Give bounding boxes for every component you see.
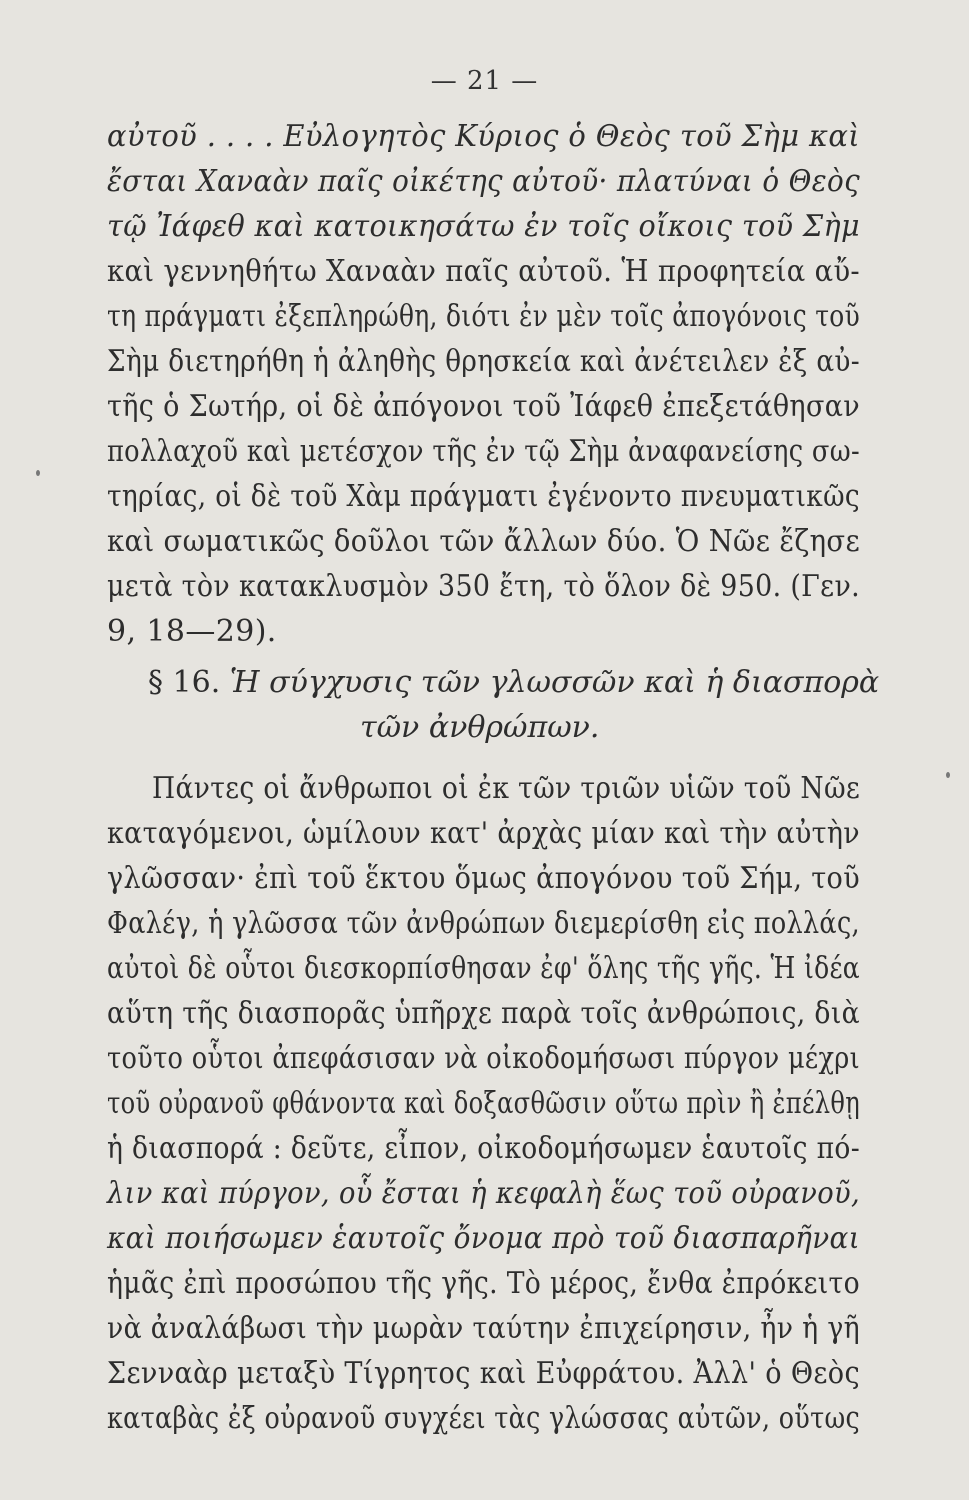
text-line: τοῦτο οὗτοι ἀπεφάσισαν νὰ οἰκοδομήσωσι πύργον μέχρι xyxy=(107,1041,861,1076)
text-line: τῆς ὁ Σωτήρ, οἱ δὲ ἀπόγονοι τοῦ Ἰάφεθ ἐπεξετάθησαν xyxy=(107,389,861,424)
text-line: ἡ διασπορά : δεῦτε, εἶπον, οἰκοδομήσωμεν ἑαυτοῖς πό- xyxy=(107,1131,861,1166)
text-line: μετὰ τὸν κατακλυσμὸν 350 ἔτη, τὸ ὅλον δὲ 950. (Γεν. xyxy=(107,569,861,604)
text-line: Σενναὰρ μεταξὺ Τίγρητος καὶ Εὐφράτου. Ἀλλ' ὁ Θεὸς xyxy=(107,1356,860,1391)
paper-speck xyxy=(36,470,40,476)
text-line: αὕτη τῆς διασπορᾶς ὑπῆρχε παρὰ τοῖς ἀνθρώποις, διὰ xyxy=(107,996,861,1031)
text-line: αὐτοῦ . . . . Εὐλογητὸς Κύριος ὁ Θεὸς τοῦ Σὴμ καὶ xyxy=(107,119,861,154)
text-line: νὰ ἀναλάβωσι τὴν μωρὰν ταύτην ἐπιχείρησιν, ἦν ἡ γῆ xyxy=(107,1311,860,1346)
text-line: Σὴμ διετηρήθη ἡ ἀληθὴς θρησκεία καὶ ἀνέτειλεν ἐξ αὐ- xyxy=(107,344,861,379)
text-line: λιν καὶ πύργον, οὗ ἔσται ἡ κεφαλὴ ἕως τοῦ οὐρανοῦ, xyxy=(107,1176,860,1211)
text-line: γλῶσσαν· ἐπὶ τοῦ ἕκτου ὅμως ἀπογόνου τοῦ Σήμ, τοῦ xyxy=(107,861,860,896)
section-title-line-2: τῶν ἀνθρώπων. xyxy=(360,710,600,745)
page-number: — 21 — xyxy=(430,66,539,96)
text-line: 9, 18—29). xyxy=(107,614,277,649)
text-line: καὶ γεννηθήτω Χαναὰν παῖς αὐτοῦ. Ἡ προφητεία αὔ- xyxy=(107,254,861,289)
text-line: καταβὰς ἐξ οὐρανοῦ συγχέει τὰς γλώσσας αὐτῶν, οὕτως xyxy=(107,1401,860,1436)
section-title-continuation xyxy=(360,709,599,747)
text-line: τῷ Ἰάφεθ καὶ κατοικησάτω ἐν τοῖς οἴκοις τοῦ Σὴμ xyxy=(107,209,860,244)
text-line: καὶ ποιήσωμεν ἑαυτοῖς ὄνομα πρὸ τοῦ διασπαρῆναι xyxy=(107,1221,861,1256)
text-line: τη πράγματι ἐξεπληρώθη, διότι ἐν μὲν τοῖς ἀπογόνοις τοῦ xyxy=(107,299,861,334)
section-title-line-1: Ἡ σύγχυσις τῶν γλωσσῶν καὶ ἡ διασπορὰ xyxy=(229,665,880,700)
section-number: § 16. xyxy=(148,665,221,700)
text-line-indented: Πάντες οἱ ἄνθρωποι οἱ ἐκ τῶν τριῶν υἱῶν τοῦ Νῶε xyxy=(152,771,861,806)
section-heading xyxy=(148,664,879,702)
text-line: καταγόμενοι, ὡμίλουν κατ' ἀρχὰς μίαν καὶ τὴν αὐτὴν xyxy=(107,816,860,851)
text-line: Φαλέγ, ἡ γλῶσσα τῶν ἀνθρώπων διεμερίσθη εἰς πολλάς, xyxy=(107,906,860,941)
text-line: ἔσται Χαναὰν παῖς οἰκέτης αὐτοῦ· πλατύναι ὁ Θεὸς xyxy=(107,164,861,199)
paper-speck xyxy=(946,772,950,778)
text-line: καὶ σωματικῶς δοῦλοι τῶν ἄλλων δύο. Ὁ Νῶε ἔζησε xyxy=(107,524,861,559)
text-line: ἡμᾶς ἐπὶ προσώπου τῆς γῆς. Τὸ μέρος, ἔνθα ἐπρόκειτο xyxy=(107,1266,860,1301)
text-line: πολλαχοῦ καὶ μετέσχον τῆς ἐν τῷ Σὴμ ἀναφανείσης σω- xyxy=(107,434,860,469)
text-line: τηρίας, οἱ δὲ τοῦ Χὰμ πράγματι ἐγένοντο πνευματικῶς xyxy=(107,479,860,514)
text-line: αὐτοὶ δὲ οὗτοι διεσκορπίσθησαν ἐφ' ὅλης τῆς γῆς. Ἡ ἰδέα xyxy=(107,951,860,986)
text-line: τοῦ οὐρανοῦ φθάνοντα καὶ δοξασθῶσιν οὕτω πρὶν ἢ ἐπέλθῃ xyxy=(107,1086,861,1121)
